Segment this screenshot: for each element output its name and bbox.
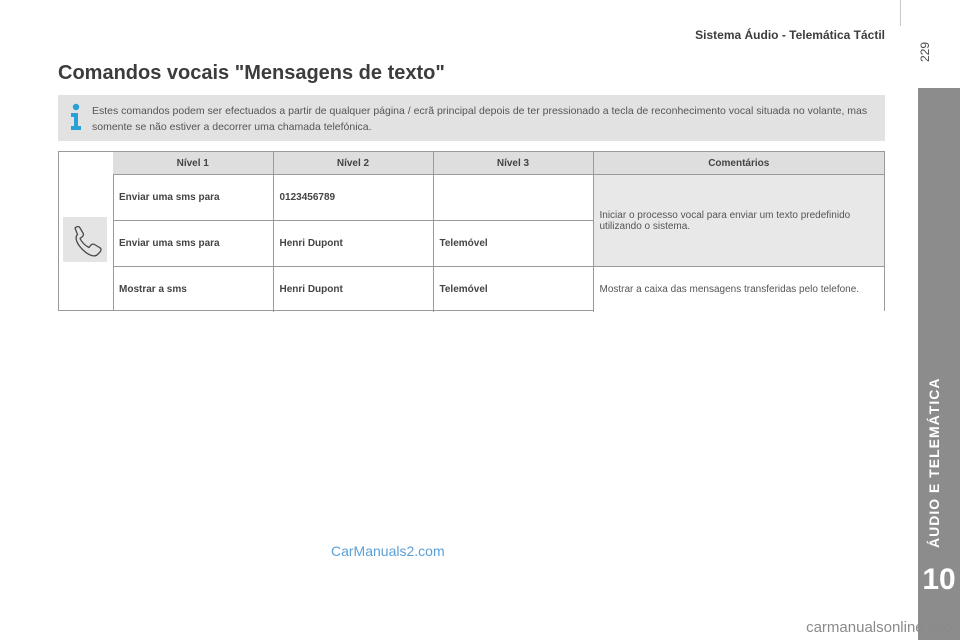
page-title: Comandos vocais "Mensagens de texto" — [58, 62, 445, 84]
info-text: Estes comandos podem ser efectuados a partir de qualquer página / ecrã principal depois de ter pressionado a tecla de reconhecimento vocal situada no volante, mas somente se não estiver a decorrer uma chamada telefónica. — [92, 105, 868, 133]
chapter-number: 10 — [922, 563, 956, 596]
watermark-carmanualsonline: carmanualsonline.info — [806, 619, 952, 636]
info-icon — [66, 102, 86, 132]
cell-level-2: Henri Dupont — [273, 267, 433, 313]
table-row — [113, 267, 884, 313]
commands-table — [113, 152, 884, 312]
cell-level-1: Enviar uma sms para — [113, 175, 273, 221]
cell-level-3: Telemóvel — [433, 267, 593, 313]
cell-level-3: Telemóvel — [433, 221, 593, 267]
voice-commands-table — [58, 151, 885, 311]
info-box — [58, 95, 885, 141]
header-level-3: Nível 3 — [433, 152, 593, 175]
header-divider — [900, 0, 901, 26]
header-comments: Comentários — [593, 152, 884, 175]
cell-level-1: Mostrar a sms — [113, 267, 273, 313]
phone-icon-box — [63, 217, 107, 262]
cell-comment: Iniciar o processo vocal para enviar um texto predefinido utilizando o sistema. — [593, 175, 884, 267]
table-row — [113, 175, 884, 221]
cell-level-3 — [433, 175, 593, 221]
cell-level-1: Enviar uma sms para — [113, 221, 273, 267]
chapter-tab — [918, 88, 960, 640]
icon-column — [59, 152, 114, 310]
cell-level-2: Henri Dupont — [273, 221, 433, 267]
watermark-carmanuals2: CarManuals2.com — [331, 543, 445, 559]
header-level-1: Nível 1 — [113, 152, 273, 175]
cell-comment: Mostrar a caixa das mensagens transferidas pelo telefone. — [593, 267, 884, 313]
page-number: 229 — [918, 41, 932, 62]
cell-level-2: 0123456789 — [273, 175, 433, 221]
header-level-2: Nível 2 — [273, 152, 433, 175]
table-header-row — [113, 152, 884, 175]
running-title: Sistema Áudio - Telemática Táctil — [695, 28, 885, 42]
chapter-label: ÁUDIO E TELEMÁTICA — [926, 377, 942, 548]
phone-icon — [63, 217, 107, 262]
